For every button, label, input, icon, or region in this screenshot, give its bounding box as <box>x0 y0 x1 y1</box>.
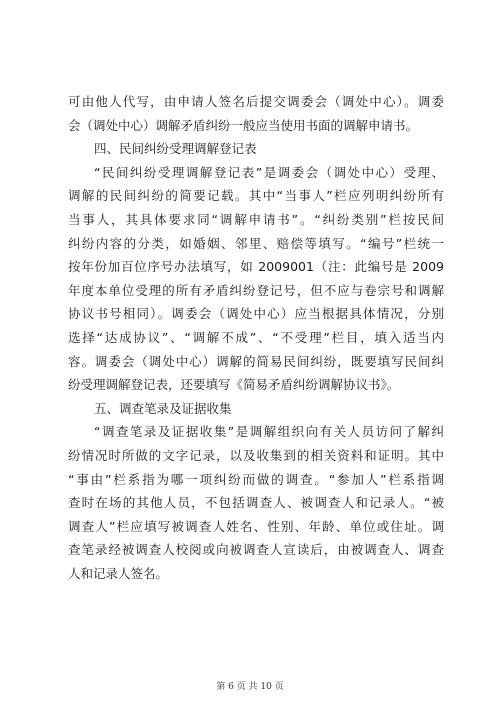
document-body <box>68 90 444 585</box>
text-line: 纷受理调解登记表，还要填写《简易矛盾纠纷调解协议书》。 <box>68 377 400 393</box>
text-line: 调查人”栏应填写被调查人姓名、性别、年龄、单位或住址。调 <box>68 518 444 534</box>
section-heading: 五、调查笔录及证据收集 <box>94 400 232 416</box>
text-line: 年度本单位受理的所有矛盾纠纷登记号，但不应与卷宗号和调解 <box>68 282 444 298</box>
text-line: 查笔录经被调查人校阅或向被调查人宣读后，由被调查人、调查 <box>68 542 444 558</box>
text-line: 容。调委会（调处中心）调解的简易民间纠纷，既要填写民间纠 <box>68 353 444 369</box>
text-line: “调查笔录及证据收集”是调解组织向有关人员访问了解纠 <box>94 424 444 440</box>
text-line: 选择“达成协议”、“调解不成”、“不受理”栏目，填入适当内 <box>68 329 444 345</box>
text-line: 可由他人代写，由申请人签名后提交调委会（调处中心）。调委 <box>68 94 444 109</box>
page-number-footer: 第 6 页 共 10 页 <box>216 682 284 692</box>
text-line: 协议书号相同）。调委会（调处中心）应当根据具体情况，分别 <box>68 306 444 322</box>
text-line: 调解的民间纠纷的简要记载。其中“当事人”栏应列明纠纷所有 <box>68 188 444 204</box>
text-line: 人和记录人签名。 <box>68 565 169 581</box>
section-heading: 四、民间纠纷受理调解登记表 <box>94 141 257 157</box>
text-line: 会（调处中心）调解矛盾纠纷一般应当使用书面的调解申请书。 <box>68 117 419 133</box>
text-line: 纠纷内容的分类，如婚姻、邻里、赔偿等填写。“编号”栏统一 <box>68 235 444 251</box>
text-line: “事由”栏系指为哪一项纠纷而做的调查。“参加人”栏系指调 <box>68 471 444 487</box>
text-line: 查时在场的其他人员，不包括调查人、被调查人和记录人。“被 <box>68 495 444 511</box>
text-line: 当事人，其具体要求同“调解申请书”。“纠纷类别”栏按民间 <box>68 211 444 227</box>
text-line: 按年份加百位序号办法填写，如 2009001（注：此编号是 2009 <box>68 259 444 275</box>
text-line: 纷情况时所做的文字记录，以及收集到的相关资料和证明。其中 <box>68 447 444 463</box>
text-line: “民间纠纷受理调解登记表”是调委会（调处中心）受理、 <box>94 164 444 180</box>
